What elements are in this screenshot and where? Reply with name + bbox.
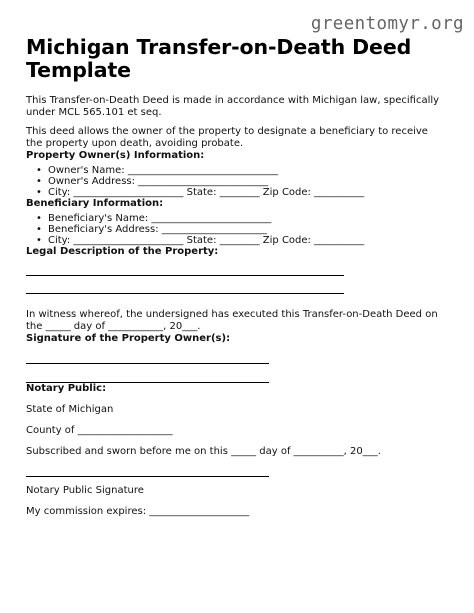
notary-signature-line — [26, 476, 269, 477]
legal-description-line-2 — [26, 293, 344, 294]
title-line-1: Michigan Transfer-on-Death Deed — [26, 35, 412, 59]
owner-fields-list — [26, 165, 446, 198]
beneficiary-section-heading: Beneficiary Information: — [26, 198, 164, 209]
owner-address-field: • Owner's Address: __________________________ — [48, 176, 446, 187]
signature-section-heading: Signature of the Property Owner(s): — [26, 333, 231, 344]
legal-description-heading: Legal Description of the Property: — [26, 246, 219, 257]
title-line-2: Template — [26, 58, 131, 82]
beneficiary-name-field: • Beneficiary's Name: ________________________ — [48, 213, 446, 224]
site-watermark: greentomyr.org — [310, 14, 464, 34]
legal-description-line-1 — [26, 275, 344, 276]
document-title — [26, 36, 446, 82]
document-page — [26, 36, 446, 518]
purpose-paragraph: This deed allows the owner of the property to designate a beneficiary to receive the property upon death, avoiding probate. — [26, 126, 428, 149]
beneficiary-city-state-zip-field: • City: ______________________ State: ________ Zip Code: __________ — [48, 235, 446, 246]
notary-signature-label: Notary Public Signature — [26, 485, 144, 496]
owner-name-field: • Owner's Name: ______________________________ — [48, 165, 446, 176]
notary-commission-expires: My commission expires: ____________________ — [26, 506, 250, 517]
notary-sworn-statement: Subscribed and sworn before me on this _____ day of __________, 20___. — [26, 446, 381, 457]
witness-paragraph: In witness whereof, the undersigned has executed this Transfer-on-Death Deed on the _____ day of ___________, 20___. — [26, 309, 438, 332]
notary-county: County of ___________________ — [26, 425, 173, 436]
beneficiary-fields-list — [26, 213, 446, 246]
intro-paragraph: This Transfer-on-Death Deed is made in accordance with Michigan law, specifically under MCL 565.101 et seq. — [26, 95, 440, 118]
owner-signature-line-1 — [26, 363, 269, 364]
beneficiary-address-field: • Beneficiary's Address: _____________________ — [48, 224, 446, 235]
owner-city-state-zip-field: • City: ______________________ State: ________ Zip Code: __________ — [48, 187, 446, 198]
notary-section-heading: Notary Public: — [26, 383, 107, 394]
notary-state: State of Michigan — [26, 404, 114, 415]
owner-section-heading: Property Owner(s) Information: — [26, 150, 205, 161]
